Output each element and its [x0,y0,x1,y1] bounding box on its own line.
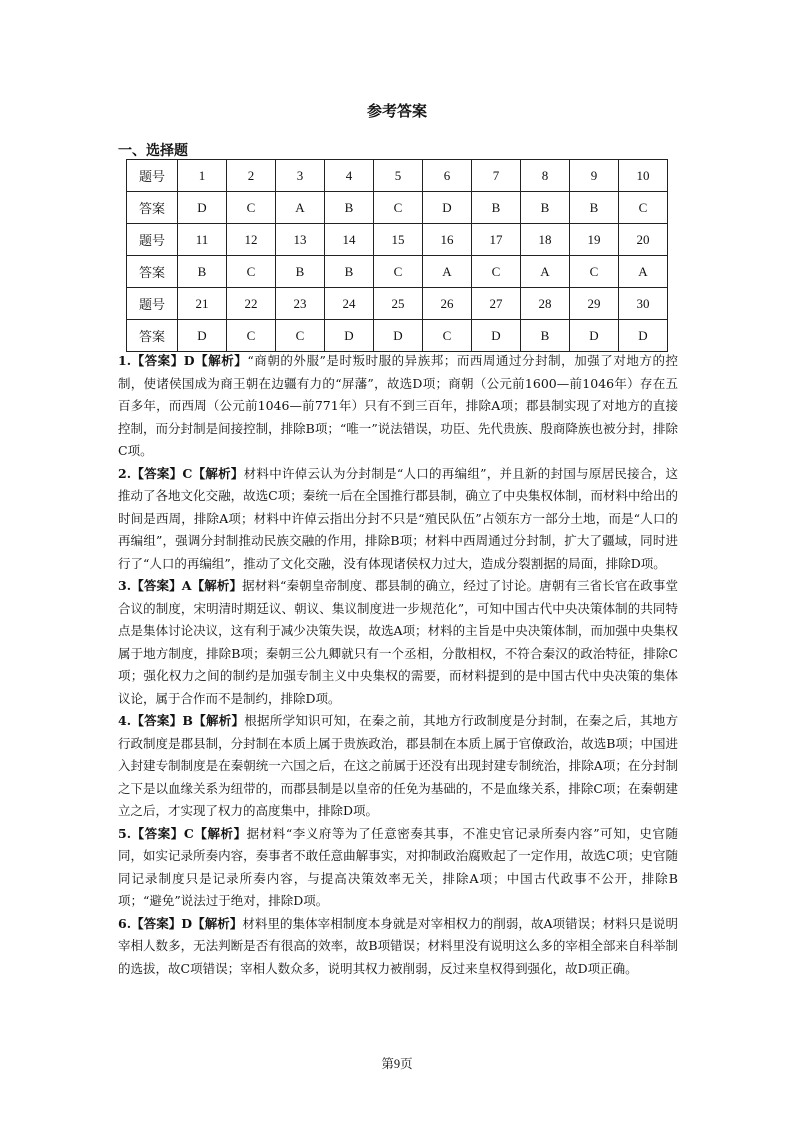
analysis-tag: 【解析】 [194,353,248,368]
table-cell: C [374,192,423,224]
table-cell: C [619,192,668,224]
table-cell: 10 [619,160,668,192]
table-cell: C [423,320,472,352]
table-cell: C [472,256,521,288]
table-cell: 26 [423,288,472,320]
table-cell: B [521,320,570,352]
table-row [127,256,668,288]
table-cell: B [178,256,227,288]
question-number: 5. [118,825,132,841]
table-cell: 5 [374,160,423,192]
table-cell: D [570,320,619,352]
table-cell: 13 [276,224,325,256]
table-cell: 20 [619,224,668,256]
answer-tag: 【答案】 [131,578,182,593]
row-label: 答案 [127,320,178,352]
table-cell: 21 [178,288,227,320]
answer-value: C [182,465,193,481]
table-cell: 19 [570,224,619,256]
explanation-item [118,575,678,710]
analysis-text: 材料中许倬云认为分封制是“人口的再编组”，并且新的封国与原居民接合，这推动了各地文化交融，故选C项；秦统一后在全国推行郡县制，确立了中央集权体制，而材料中给出的时间是西周，排除A项；材料中许倬云指出分封不只是“殖民队伍”占领东方一部分土地，而是“人口的再编组”，强调分封制推动民族交融的作用，排除B项；材料中西周通过分封制，扩大了疆域，同时进行了“人口的再编组”，推动了文化交融，没有体现诸侯权力过大，造成分裂割据的局面，排除D项。 [118,465,678,571]
analysis-tag: 【解析】 [192,465,244,481]
table-cell: 8 [521,160,570,192]
table-cell: B [276,256,325,288]
table-cell: D [325,320,374,352]
analysis-tag: 【解析】 [192,915,243,931]
table-cell: C [227,320,276,352]
answer-tag: 【答案】 [131,825,184,841]
table-row [127,192,668,224]
table-cell: 25 [374,288,423,320]
table-cell: C [570,256,619,288]
analysis-text: 据材料“秦朝皇帝制度、郡县制的确立，经过了讨论。唐朝有三省长官在政事堂合议的制度，宋明清时期廷议、朝议、集议制度进一步规范化”，可知中国古代中央决策体制的共同特点是集体讨论决议，这有利于减少决策失误，故选A项；材料的主旨是中央决策体制，而加强中央集权属于地方制度，排除B项；秦朝三公九卿就只有一个丞相，分散相权，不符合秦汉的政治特征，排除C项；强化权力之间的制约是加强专制主义中央集权的需要，而材料提到的是中国古代中央决策的集体议论，属于合作而不是制约，排除D项。 [118,578,678,706]
table-cell: 27 [472,288,521,320]
table-cell: A [521,256,570,288]
table-row [127,320,668,352]
table-cell: C [227,256,276,288]
analysis-text: 材料里的集体宰相制度本身就是对宰相权力的削弱，故A项错误；材料只是说明宰相人数多，无法判断是否有很高的效率，故B项错误；材料里没有说明这么多的宰相全部来自科举制的选拔，故C项错误；宰相人数众多，说明其权力被削弱，反过来皇权得到强化，故D项正确。 [118,915,678,976]
table-cell: 30 [619,288,668,320]
answer-tag: 【答案】 [131,353,184,368]
page-number: 第9页 [381,1057,413,1071]
table-cell: A [619,256,668,288]
table-cell: 11 [178,224,227,256]
table-cell: D [178,320,227,352]
answer-tag: 【答案】 [131,915,182,931]
analysis-text: 据材料“李义府等为了任意密奏其事，不准史官记录所奏内容”可知，史官随同，如实记录所奏内容，奏事者不敢任意曲解事实，对抑制政治腐败起了一定作用，故选C项；史官随同记录制度只是记录所奏内容，与提高决策效率无关，排除A项；中国古代政事不公开，排除B项；“避免”说法过于绝对，排除D项。 [118,825,678,908]
table-cell: 12 [227,224,276,256]
row-label: 答案 [127,256,178,288]
table-cell: 18 [521,224,570,256]
row-label: 答案 [127,192,178,224]
table-cell: 7 [472,160,521,192]
question-number: 2. [118,465,132,481]
table-cell: 9 [570,160,619,192]
table-cell: A [423,256,472,288]
table-cell: D [178,192,227,224]
answer-value: D [181,915,193,931]
table-cell: C [227,192,276,224]
row-label: 题号 [127,160,178,192]
analysis-tag: 【解析】 [192,713,245,728]
table-cell: 6 [423,160,472,192]
row-label: 题号 [127,288,178,320]
table-cell: 23 [276,288,325,320]
row-label: 题号 [127,224,178,256]
analysis-text: 根据所学知识可知，在秦之前，其地方行政制度是分封制，在秦之后，其地方行政制度是郡县制，分封制在本质上属于贵族政治，郡县制在本质上属于官僚政治，故选B项；中国进入封建专制制度是在秦朝统一六国之后，在这之前属于还没有出现封建专制统治，排除A项；在分封制之下是以血缘关系为纽带的，而郡县制是以皇帝的任免为基础的，不是血缘关系，排除C项；在秦朝建立之后，才实现了权力的高度集中，排除D项。 [118,713,678,818]
table-cell: 22 [227,288,276,320]
explanation-item [118,710,678,823]
table-row [127,288,668,320]
table-cell: D [423,192,472,224]
section-title: 一、选择题 [118,143,188,159]
explanation-item [118,463,678,576]
answer-table [126,159,668,352]
table-cell: 4 [325,160,374,192]
analysis-tag: 【解析】 [191,578,243,593]
table-cell: D [619,320,668,352]
question-number: 6. [118,915,132,931]
table-cell: B [325,256,374,288]
page-title: 参考答案 [366,102,427,120]
table-cell: 3 [276,160,325,192]
explanations [118,350,678,980]
table-cell: B [472,192,521,224]
table-row [127,160,668,192]
explanation-item [118,913,678,981]
question-number: 4. [118,713,132,728]
table-cell: 2 [227,160,276,192]
table-cell: C [276,320,325,352]
table-cell: 14 [325,224,374,256]
table-cell: C [374,256,423,288]
table-cell: B [325,192,374,224]
table-cell: 16 [423,224,472,256]
answer-tag: 【答案】 [131,465,183,481]
table-cell: 29 [570,288,619,320]
answer-value: C [183,825,194,841]
table-row [127,224,668,256]
analysis-tag: 【解析】 [193,825,247,841]
answer-tag: 【答案】 [131,713,183,728]
table-cell: 1 [178,160,227,192]
analysis-text: “商朝的外服”是时叛时服的异族邦；而西周通过分封制，加强了对地方的控制，使诸侯国成为商王朝在边疆有力的“屏藩”，故选D项；商朝（公元前1600—前1046年）存在五百多年，而西周（公元前1046—前771年）只有不到三百年，排除A项；郡县制实现了对地方的直接控制，而分封制是间接控制，排除B项；“唯一”说法错误，功臣、先代贵族、殷商降族也被分封，排除C项。 [118,353,678,458]
table-cell: 15 [374,224,423,256]
table-cell: B [570,192,619,224]
answer-value: A [181,578,192,593]
question-number: 1. [118,353,132,368]
answer-value: D [183,353,195,368]
table-cell: A [276,192,325,224]
table-cell: D [472,320,521,352]
question-number: 3. [118,578,132,593]
explanation-item [118,823,678,913]
explanation-item [118,350,678,463]
table-cell: 24 [325,288,374,320]
table-cell: 28 [521,288,570,320]
table-cell: B [521,192,570,224]
table-cell: 17 [472,224,521,256]
table-cell: D [374,320,423,352]
answer-value: B [182,713,193,728]
